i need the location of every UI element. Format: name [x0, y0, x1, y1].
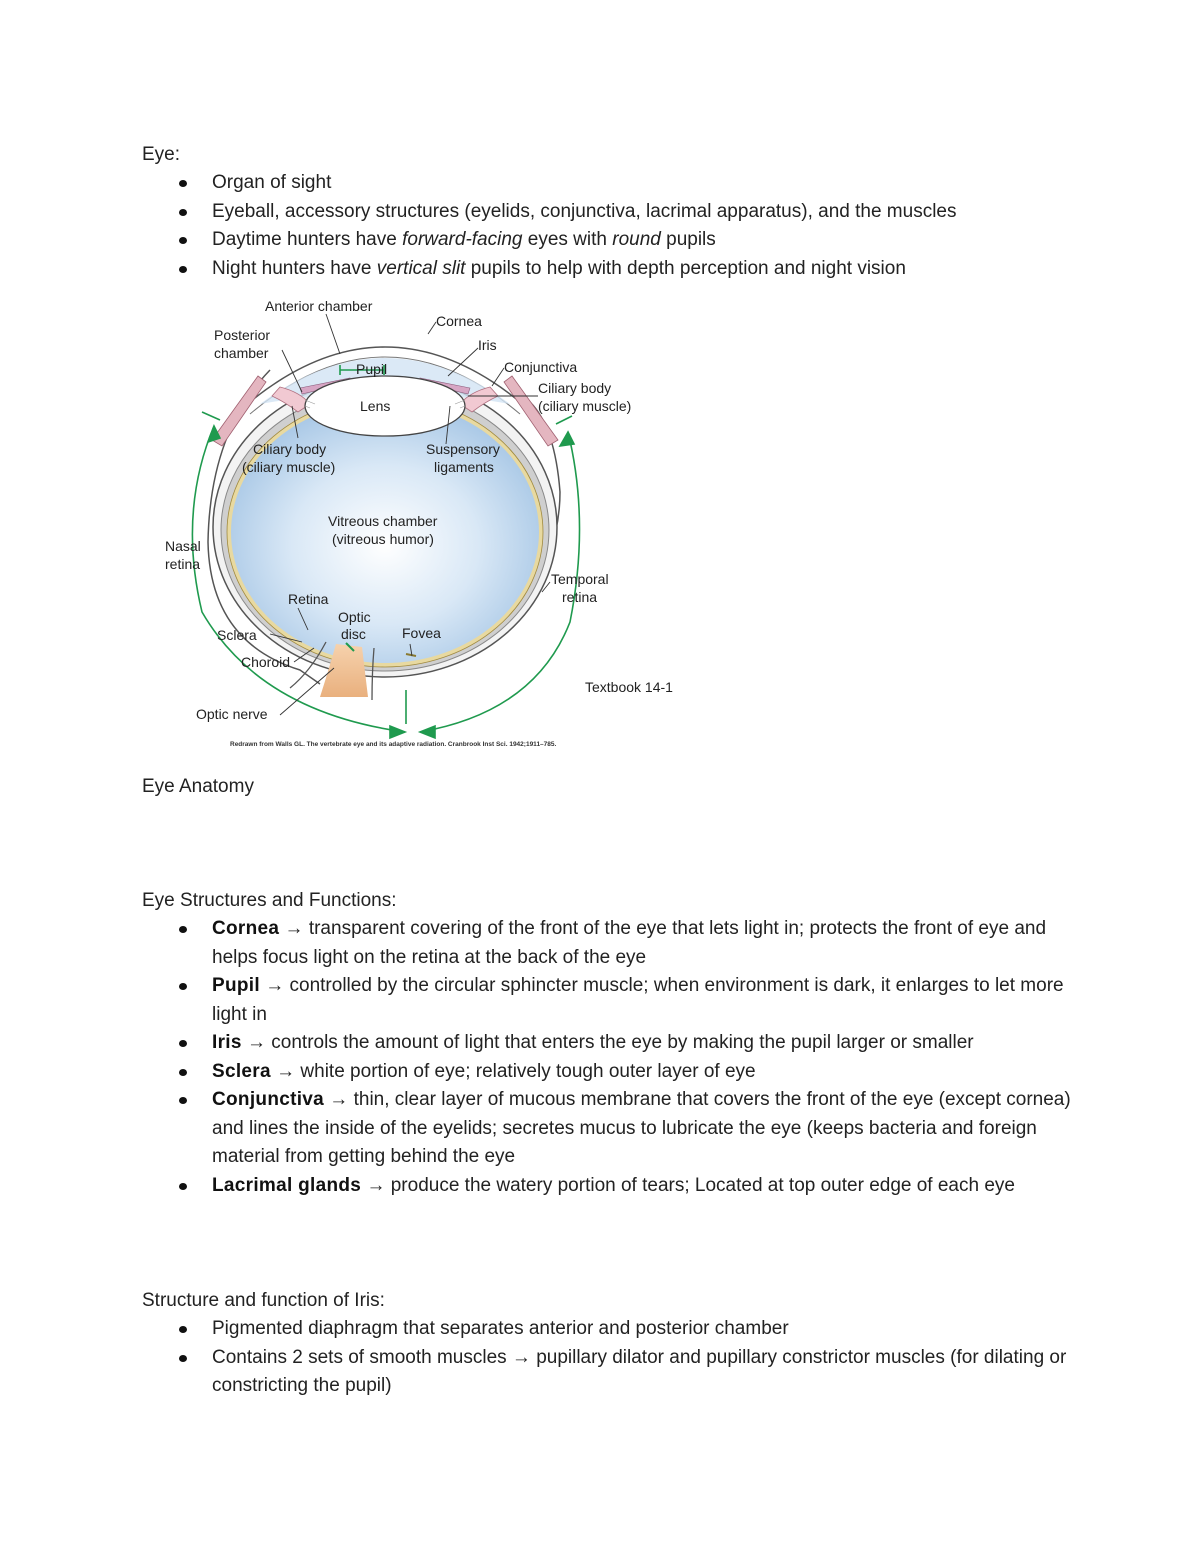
iris-bullet-list	[142, 1315, 1082, 1401]
label-pupil: Pupil	[356, 361, 388, 377]
label-retina: Retina	[288, 591, 329, 607]
list-item: Cornea → transparent covering of the front of the eye that lets light in; protects the front of eye and helps focus light on the retina at the back of the eye	[142, 915, 1082, 972]
list-item: Eyeball, accessory structures (eyelids, conjunctiva, lacrimal apparatus), and the muscles	[142, 198, 1082, 227]
label-ciliary-muscle-left: (ciliary muscle)	[242, 459, 336, 475]
figure-caption: Eye Anatomy	[142, 776, 254, 797]
label-vitreous-humor: (vitreous humor)	[332, 531, 434, 547]
bullet-icon	[179, 1355, 187, 1362]
label-optic: Optic	[338, 609, 371, 625]
label-ciliary-muscle-right: (ciliary muscle)	[538, 398, 632, 414]
structures-bullet-list	[142, 915, 1082, 1200]
label-temporal: Temporal	[551, 571, 609, 587]
iris-heading: Structure and function of Iris:	[142, 1290, 385, 1311]
bullet-icon	[179, 209, 187, 216]
label-fovea: Fovea	[402, 625, 441, 641]
label-nasal: Nasal	[165, 538, 201, 554]
list-item: Pigmented diaphragm that separates anterior and posterior chamber	[142, 1315, 1082, 1344]
eye-diagram	[150, 292, 710, 754]
bullet-icon	[179, 983, 187, 990]
label-anterior-chamber: Anterior chamber	[265, 298, 373, 314]
label-chamber: chamber	[214, 345, 269, 361]
label-choroid: Choroid	[241, 654, 291, 670]
list-item: Lacrimal glands → produce the watery portion of tears; Located at top outer edge of each eye	[142, 1172, 1082, 1201]
figure-credit: Redrawn from Walls GL. The vertebrate eye and its adaptive radiation. Cranbrook Inst Sci. 1942;1911–785.	[230, 741, 557, 748]
label-ciliary-body-right: Ciliary body	[538, 380, 612, 396]
structures-heading: Eye Structures and Functions:	[142, 890, 397, 911]
label-optic-nerve: Optic nerve	[196, 706, 268, 722]
bullet-icon	[179, 1183, 187, 1190]
label-suspensory: Suspensory	[426, 441, 500, 457]
label-temporal-retina: retina	[562, 589, 598, 605]
list-item: Conjunctiva → thin, clear layer of mucous membrane that covers the front of the eye (except cornea) and lines the inside of the eyelids; secretes mucus to lubricate the eye (keeps bacteria and foreign material from getting behind the eye	[142, 1086, 1082, 1172]
list-item: Daytime hunters have forward-facing eyes with round pupils	[142, 226, 1082, 255]
bullet-icon	[179, 237, 187, 244]
bullet-icon	[179, 1069, 187, 1076]
list-item: Organ of sight	[142, 169, 1082, 198]
label-disc: disc	[341, 626, 366, 642]
list-item: Contains 2 sets of smooth muscles → pupillary dilator and pupillary constrictor muscles (for dilating or constricting the pupil)	[142, 1344, 1082, 1401]
bullet-icon	[179, 926, 187, 933]
label-vitreous-chamber: Vitreous chamber	[328, 513, 438, 529]
list-item: Night hunters have vertical slit pupils to help with depth perception and night vision	[142, 255, 1082, 284]
label-sclera: Sclera	[217, 627, 257, 643]
eye-heading: Eye:	[142, 144, 181, 165]
eye-anatomy-figure	[150, 292, 710, 754]
label-iris: Iris	[478, 337, 497, 353]
bullet-icon	[179, 180, 187, 187]
list-item: Sclera → white portion of eye; relatively tough outer layer of eye	[142, 1058, 1082, 1087]
label-nasal-retina: retina	[165, 556, 201, 572]
label-ciliary-body-left: Ciliary body	[253, 441, 327, 457]
bullet-icon	[179, 1326, 187, 1333]
list-item: Iris → controls the amount of light that enters the eye by making the pupil larger or smaller	[142, 1029, 1082, 1058]
label-ligaments: ligaments	[434, 459, 494, 475]
label-conjunctiva: Conjunctiva	[504, 359, 578, 375]
label-textbook-ref: Textbook 14-1	[585, 679, 673, 695]
label-lens: Lens	[360, 398, 391, 414]
bullet-icon	[179, 1097, 187, 1104]
label-cornea: Cornea	[436, 313, 482, 329]
eye-bullet-list	[142, 169, 1082, 283]
label-posterior: Posterior	[214, 327, 271, 343]
bullet-icon	[179, 266, 187, 273]
bullet-icon	[179, 1040, 187, 1047]
list-item: Pupil → controlled by the circular sphincter muscle; when environment is dark, it enlarges to let more light in	[142, 972, 1082, 1029]
